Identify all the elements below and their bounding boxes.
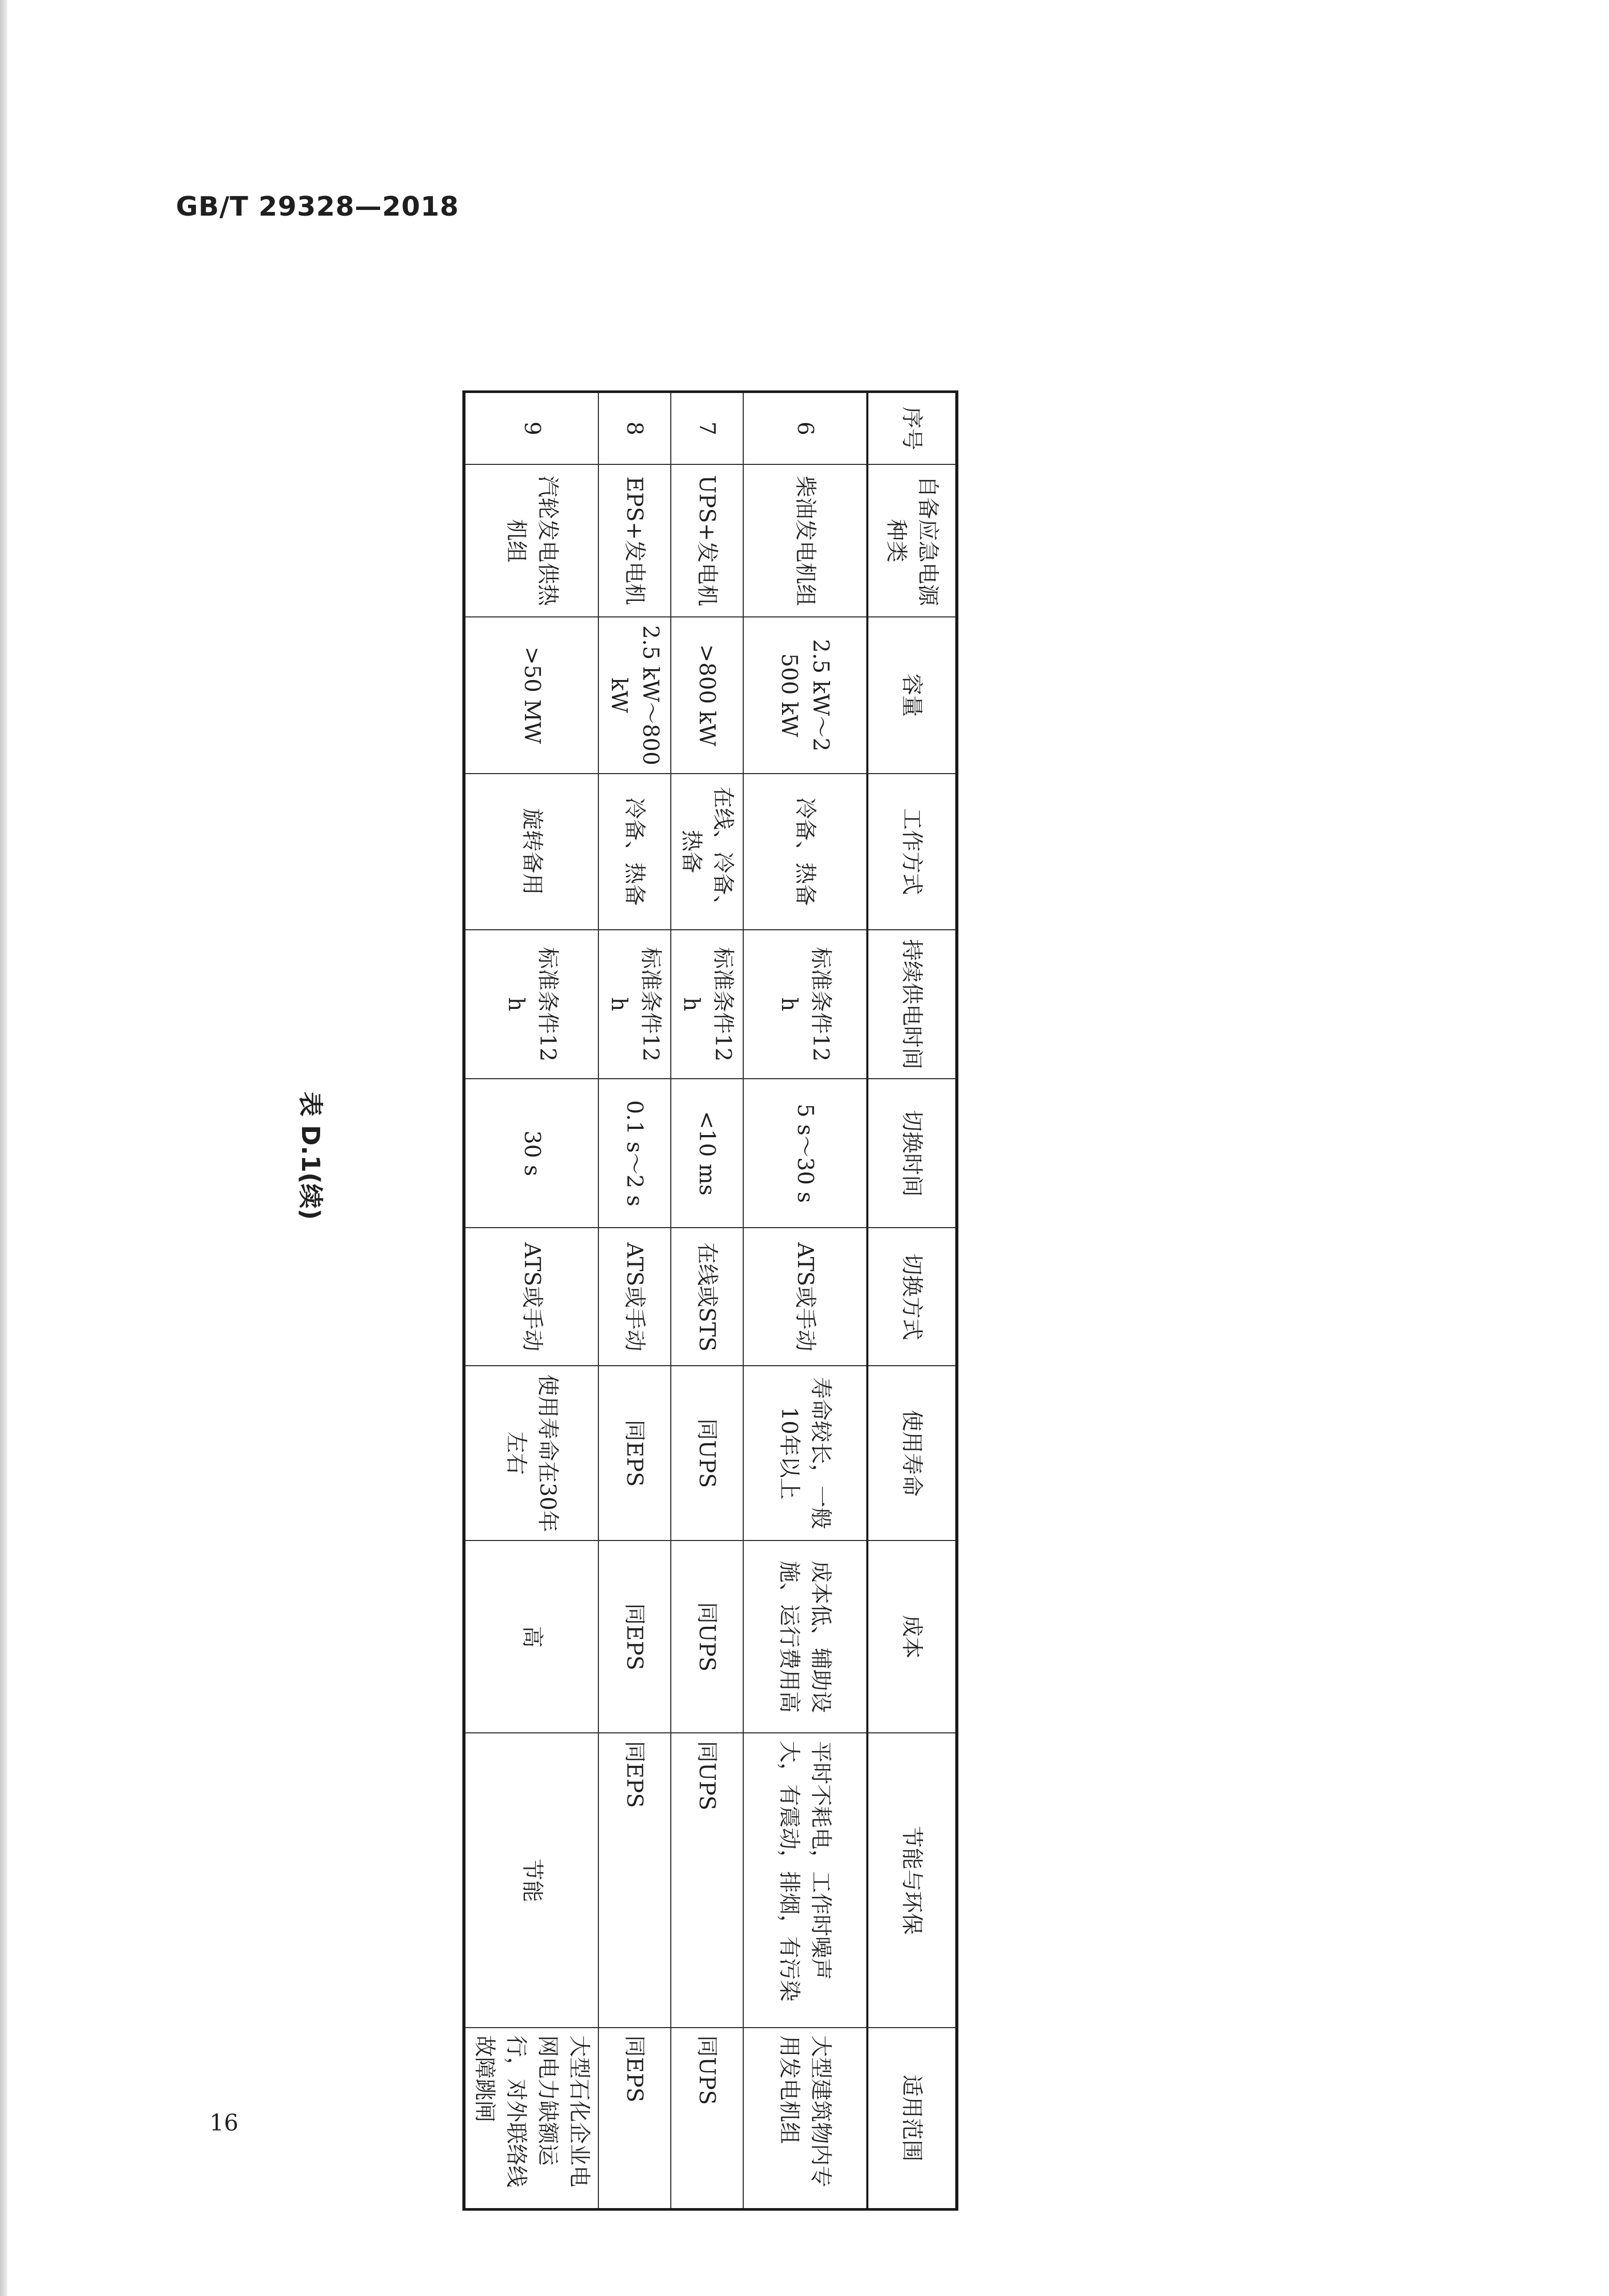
- cell-lifespan: 同UPS: [671, 1366, 743, 1540]
- cell-duration: 标准条件12 h: [598, 930, 671, 1079]
- cell-switch-time: 5 s～30 s: [743, 1079, 867, 1228]
- cell-lifespan: 同EPS: [598, 1366, 671, 1540]
- cell-lifespan: 寿命较长，一般10年以上: [743, 1366, 867, 1540]
- cell-scope: 同EPS: [598, 2028, 671, 2210]
- page-edge: [0, 0, 7, 2296]
- cell-type: 汽轮发电供热机组: [464, 464, 598, 617]
- table-row: [598, 392, 671, 2210]
- cell-mode: 冷备、热备: [598, 774, 671, 930]
- col-header-switch-method: 切换方式: [867, 1228, 957, 1366]
- cell-energy: 同EPS: [598, 1733, 671, 2027]
- cell-energy: 节能: [464, 1733, 598, 2027]
- col-header-cost: 成本: [867, 1540, 957, 1733]
- cell-energy: 平时不耗电，工作时噪声大，有震动，排烟，有污染: [743, 1733, 867, 2027]
- cell-switch-time: <10 ms: [671, 1079, 743, 1228]
- cell-capacity: 2.5 kW～2 500 kW: [743, 617, 867, 773]
- cell-switch-method: ATS或手动: [598, 1228, 671, 1366]
- col-header-duration: 持续供电时间: [867, 930, 957, 1079]
- table-row: [464, 392, 598, 2210]
- cell-mode: 旋转备用: [464, 774, 598, 930]
- cell-type: EPS+发电机: [598, 464, 671, 617]
- cell-duration: 标准条件12 h: [464, 930, 598, 1079]
- cell-index: 6: [743, 392, 867, 465]
- standard-code: GB/T 29328—2018: [176, 191, 459, 222]
- cell-index: 8: [598, 392, 671, 465]
- col-header-lifespan: 使用寿命: [867, 1366, 957, 1540]
- table-caption: 表 D.1(续): [296, 1091, 325, 1220]
- cell-switch-method: 在线或STS: [671, 1228, 743, 1366]
- cell-index: 7: [671, 392, 743, 465]
- cell-duration: 标准条件12 h: [743, 930, 867, 1079]
- col-header-index: 序号: [867, 392, 957, 465]
- table-header-row: [867, 392, 957, 2210]
- cell-scope: 大型石化企业电网电力缺额运行，对外联络线故障跳闸: [464, 2028, 598, 2210]
- cell-lifespan: 使用寿命在30年左右: [464, 1366, 598, 1540]
- emergency-power-table: [462, 390, 958, 2211]
- cell-duration: 标准条件12 h: [671, 930, 743, 1079]
- cell-switch-time: 0.1 s～2 s: [598, 1079, 671, 1228]
- col-header-type: 自备应急电源种类: [867, 464, 957, 617]
- cell-cost: 同EPS: [598, 1540, 671, 1733]
- cell-index: 9: [464, 392, 598, 465]
- cell-capacity: >50 MW: [464, 617, 598, 773]
- cell-switch-time: 30 s: [464, 1079, 598, 1228]
- cell-mode: 冷备、热备: [743, 774, 867, 930]
- cell-capacity: 2.5 kW～800 kW: [598, 617, 671, 773]
- cell-scope: 同UPS: [671, 2028, 743, 2210]
- cell-cost: 成本低、辅助设施、运行费用高: [743, 1540, 867, 1733]
- col-header-mode: 工作方式: [867, 774, 957, 930]
- page-number: 16: [209, 2110, 238, 2136]
- cell-energy: 同UPS: [671, 1733, 743, 2027]
- cell-type: 柴油发电机组: [743, 464, 867, 617]
- table-rotated-container: [472, 390, 958, 2211]
- cell-switch-method: ATS或手动: [464, 1228, 598, 1366]
- cell-switch-method: ATS或手动: [743, 1228, 867, 1366]
- cell-capacity: >800 kW: [671, 617, 743, 773]
- table-row: [671, 392, 743, 2210]
- cell-cost: 高: [464, 1540, 598, 1733]
- table-row: [743, 392, 867, 2210]
- cell-scope: 大型建筑物内专用发电机组: [743, 2028, 867, 2210]
- col-header-switch-time: 切换时间: [867, 1079, 957, 1228]
- cell-type: UPS+发电机: [671, 464, 743, 617]
- cell-mode: 在线、冷备、热备: [671, 774, 743, 930]
- cell-cost: 同UPS: [671, 1540, 743, 1733]
- col-header-energy: 节能与环保: [867, 1733, 957, 2027]
- col-header-capacity: 容量: [867, 617, 957, 773]
- col-header-scope: 适用范围: [867, 2028, 957, 2210]
